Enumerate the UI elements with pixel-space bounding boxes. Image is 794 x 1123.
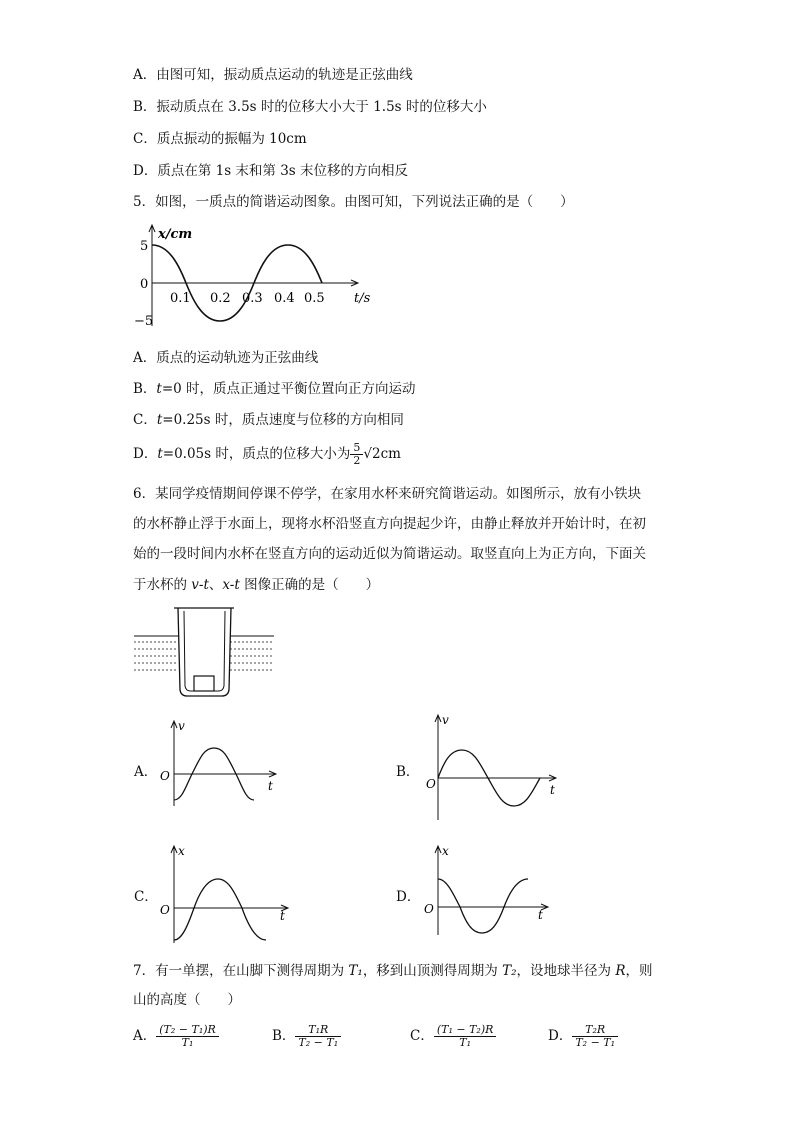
q5-xtick-05: 0.5	[304, 291, 325, 306]
q6-cup-figure	[134, 606, 274, 698]
q5-ylabel: x/cm	[158, 227, 193, 242]
q6d-curve	[438, 879, 528, 933]
q6c-curve	[174, 879, 266, 940]
q7-option-b: B． $\frac{\text{T₁R}}{\text{T₂ − T₁}}$	[272, 1019, 341, 1053]
q6-stem-line-1: 6．某同学疫情期间停课不停学，在家用水杯来研究简谐运动。如图所示，放有小铁块	[133, 486, 642, 502]
q4-option-b: B．振动质点在 3.5s 时的位移大小大于 1.5s 时的位移大小	[133, 99, 487, 115]
iron-block	[194, 676, 214, 691]
q5-option-a: A．质点的运动轨迹为正弦曲线	[133, 350, 319, 366]
svg-text:t: t	[280, 909, 285, 923]
q6-option-b-label: B．	[396, 764, 420, 780]
q6-option-d-label: D．	[396, 889, 421, 905]
q4-option-d: D．质点在第 1s 末和第 3s 末位移的方向相反	[133, 163, 409, 179]
q6-stem-line-4: 于水杯的 v-t、x-t 图像正确的是（ ）	[133, 577, 380, 593]
svg-text:O: O	[426, 777, 436, 791]
q5-graph	[130, 222, 410, 332]
q5-xtick-04: 0.4	[274, 291, 295, 306]
q5-option-d: D．t=0.05s 时，质点的位移大小为 $\frac{5}{2}$ √2cm	[133, 441, 401, 467]
svg-text:x: x	[178, 844, 185, 858]
q7-option-d: D． $\frac{\text{T₂R}}{\text{T₂ − T₁}}$	[548, 1019, 618, 1053]
q6-option-c-label: C．	[134, 889, 158, 905]
q5-xtick-02: 0.2	[210, 291, 231, 306]
q5-stem: 5．如图，一质点的简谐运动图象。由图可知，下列说法正确的是（ ）	[133, 194, 574, 210]
svg-text:t: t	[538, 908, 543, 922]
svg-text:t: t	[550, 783, 555, 797]
q7-stem-line-2: 山的高度（ ）	[133, 992, 241, 1008]
q5-xtick-01: 0.1	[170, 291, 191, 306]
svg-text:O: O	[424, 902, 434, 916]
q5-ytick-0: 0	[140, 277, 149, 292]
q6-option-b-graph	[422, 712, 562, 824]
cup-outer	[178, 608, 231, 696]
q5-option-b: B．t=0 时，质点正通过平衡位置向正方向运动	[133, 381, 416, 397]
q5-xlabel: t/s	[354, 291, 371, 306]
svg-text:O: O	[160, 769, 170, 783]
svg-text:v: v	[442, 713, 449, 727]
q6-stem-line-3: 始的一段时间内水杯在竖直方向的运动近似为简谐运动。取竖直向上为正方向，下面关	[133, 546, 646, 562]
q7-option-a: A． $\frac{\text{(T₂ − T₁)R}}{\text{T₁}}$	[133, 1019, 219, 1053]
q6-option-a-graph	[156, 718, 280, 810]
q6-option-d-graph	[422, 843, 562, 939]
cup-inner	[184, 611, 225, 691]
q5-d-fraction: $\frac{5}{2}$	[350, 442, 363, 467]
q5-option-c: C．t=0.25s 时，质点速度与位移的方向相同	[133, 412, 404, 428]
q7-option-c: C． $\frac{\text{(T₁ − T₂)R}}{\text{T₁}}$	[410, 1019, 496, 1053]
q6-option-a-label: A．	[134, 764, 158, 780]
q5-ytick-neg5: −5	[134, 314, 154, 329]
q5-xtick-03: 0.3	[242, 291, 263, 306]
svg-text:t: t	[268, 779, 273, 793]
q5-ytick-5: 5	[140, 239, 149, 254]
q6-stem-line-2: 的水杯静止浮于水面上，现将水杯沿竖直方向提起少许，由静止释放并开始计时，在初	[133, 516, 646, 532]
q4-option-c: C．质点振动的振幅为 10cm	[133, 131, 307, 147]
q4-option-a: A．由图可知，振动质点运动的轨迹是正弦曲线	[133, 67, 413, 83]
svg-text:v: v	[178, 719, 185, 733]
q6-option-c-graph	[156, 843, 296, 947]
q7-stem-line-1: 7．有一单摆，在山脚下测得周期为 T₁，移到山顶测得周期为 T₂，设地球半径为 R，则	[133, 963, 653, 979]
svg-text:x: x	[442, 844, 449, 858]
svg-text:O: O	[160, 903, 170, 917]
